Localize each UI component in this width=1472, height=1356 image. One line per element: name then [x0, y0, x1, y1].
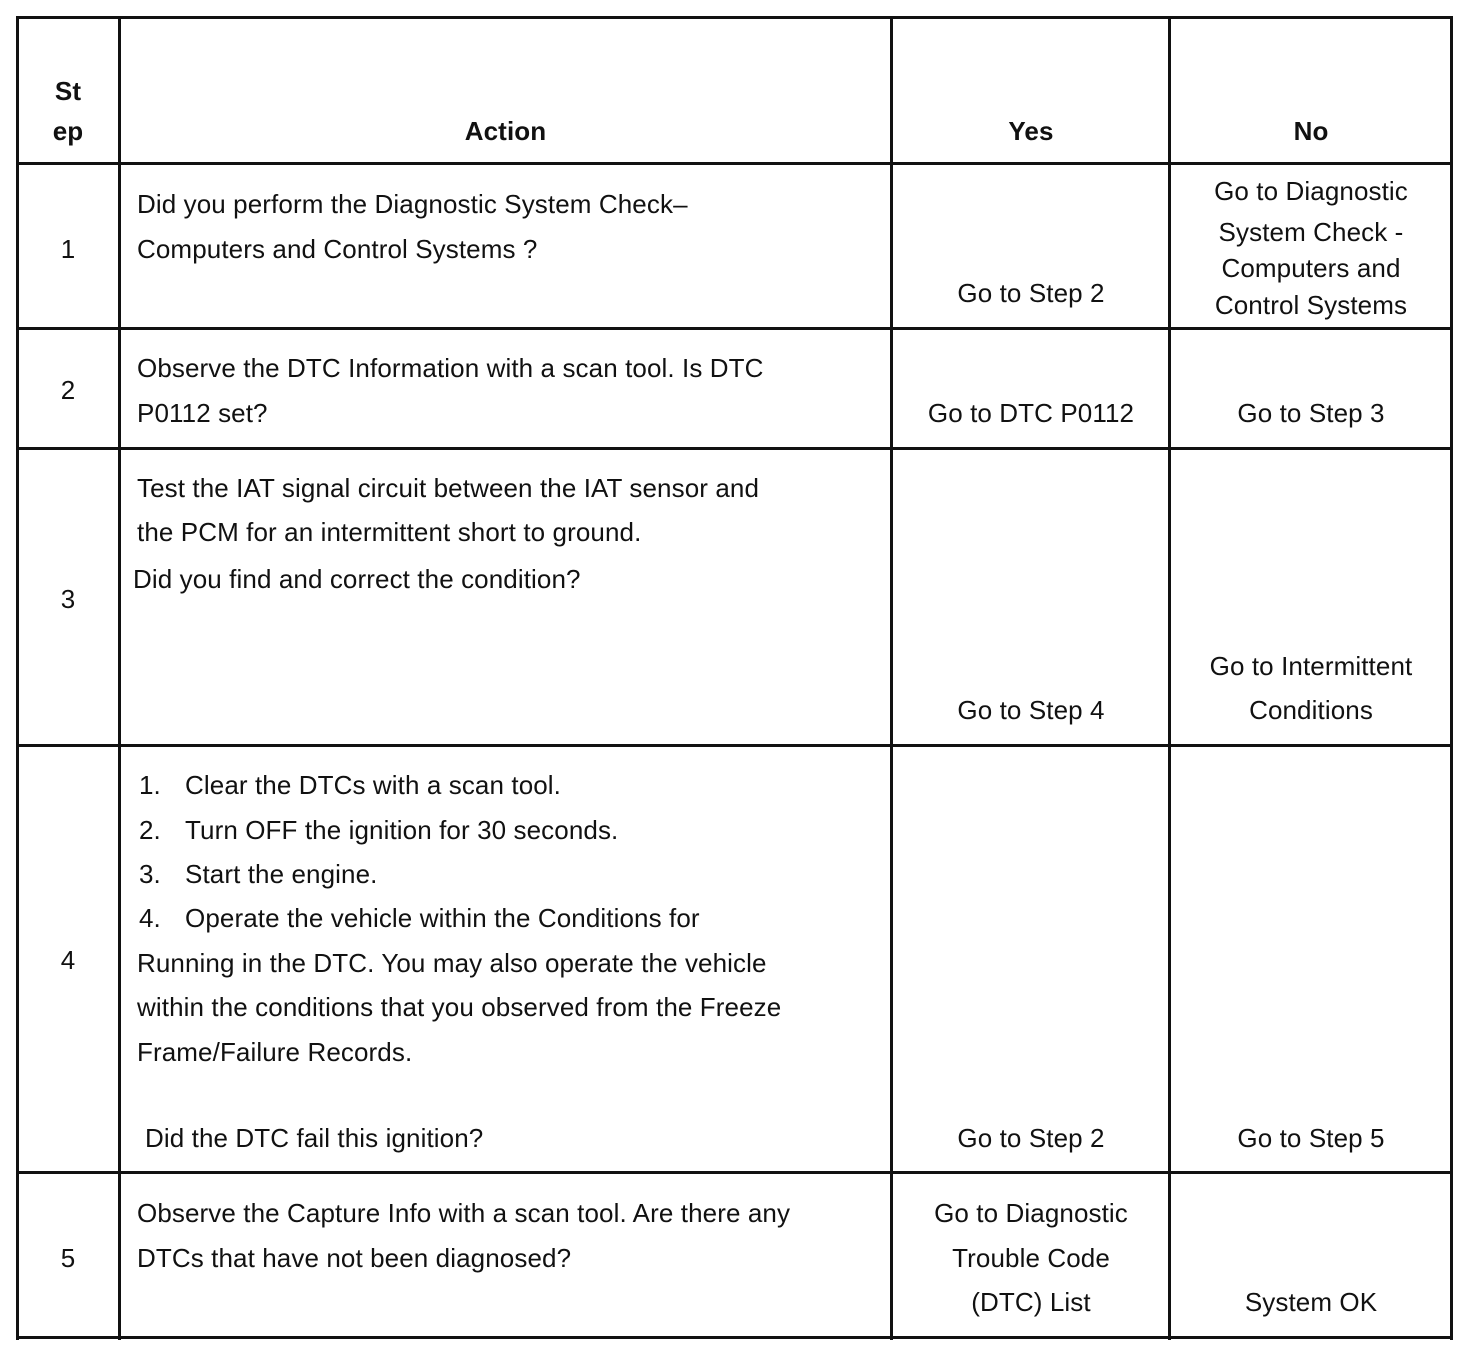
- no-result: System Check -: [1218, 217, 1404, 247]
- no-result: Conditions: [1249, 695, 1373, 725]
- no-result: Computers and: [1221, 253, 1401, 283]
- grid-line-step-action: [118, 16, 121, 1340]
- grid-line-bottom: [16, 1336, 1453, 1339]
- action-text: Computers and Control Systems ?: [137, 234, 538, 264]
- grid-line-row1-bottom: [16, 327, 1453, 330]
- grid-line-row3-bottom: [16, 744, 1453, 747]
- action-text: Running in the DTC. You may also operate the vehicle: [137, 948, 767, 978]
- no-result: System OK: [1244, 1287, 1378, 1317]
- list-item-number: 4.: [139, 903, 161, 933]
- grid-line-top: [16, 16, 1453, 19]
- header-no: No: [1293, 116, 1329, 146]
- no-result: Go to Intermittent: [1209, 651, 1413, 681]
- action-text: Frame/Failure Records.: [137, 1037, 413, 1067]
- list-item-number: 1.: [139, 770, 161, 800]
- grid-line-row4-bottom: [16, 1171, 1453, 1174]
- yes-result: Go to DTC P0112: [927, 398, 1135, 428]
- no-result: Control Systems: [1214, 290, 1408, 320]
- yes-result: Go to Step 4: [957, 695, 1105, 725]
- action-text: P0112 set?: [137, 398, 268, 428]
- action-text: the PCM for an intermittent short to ground.: [137, 517, 642, 547]
- yes-result: Go to Diagnostic: [934, 1198, 1128, 1228]
- action-text: Test the IAT signal circuit between the IAT sensor and: [137, 473, 760, 503]
- header-action: Action: [464, 116, 547, 146]
- action-question: Did the DTC fail this ignition?: [145, 1123, 484, 1153]
- grid-line-row2-bottom: [16, 447, 1453, 450]
- step-number: 4: [60, 945, 76, 975]
- list-item-number: 2.: [139, 815, 161, 845]
- action-text: DTCs that have not been diagnosed?: [137, 1243, 572, 1273]
- action-text: Observe the Capture Info with a scan tool. Are there any: [137, 1198, 791, 1228]
- grid-line-left: [16, 16, 19, 1340]
- no-result: Go to Step 3: [1237, 398, 1385, 428]
- list-item-text: Operate the vehicle within the Conditions for: [185, 903, 700, 933]
- step-number: 1: [60, 234, 76, 264]
- step-number: 2: [60, 375, 76, 405]
- no-result: Go to Step 5: [1237, 1123, 1385, 1153]
- step-number: 5: [60, 1243, 76, 1273]
- step-number: 3: [60, 584, 76, 614]
- action-text: Did you perform the Diagnostic System Check–: [137, 189, 688, 219]
- no-result: Go to Diagnostic: [1214, 176, 1408, 206]
- list-item-text: Turn OFF the ignition for 30 seconds.: [185, 815, 619, 845]
- header-step-line2: ep: [52, 116, 84, 146]
- yes-result: Trouble Code: [952, 1243, 1110, 1273]
- yes-result: (DTC) List: [971, 1287, 1091, 1317]
- yes-result: Go to Step 2: [957, 278, 1105, 308]
- action-text: Observe the DTC Information with a scan tool. Is DTC: [137, 353, 764, 383]
- list-item-number: 3.: [139, 859, 161, 889]
- header-step-line1: St: [54, 76, 82, 106]
- action-text: Did you find and correct the condition?: [133, 564, 581, 594]
- header-yes: Yes: [1008, 116, 1054, 146]
- list-item-text: Clear the DTCs with a scan tool.: [185, 770, 562, 800]
- grid-line-header-bottom: [16, 162, 1453, 165]
- yes-result: Go to Step 2: [957, 1123, 1105, 1153]
- action-text: within the conditions that you observed from the Freeze: [137, 992, 782, 1022]
- list-item-text: Start the engine.: [185, 859, 378, 889]
